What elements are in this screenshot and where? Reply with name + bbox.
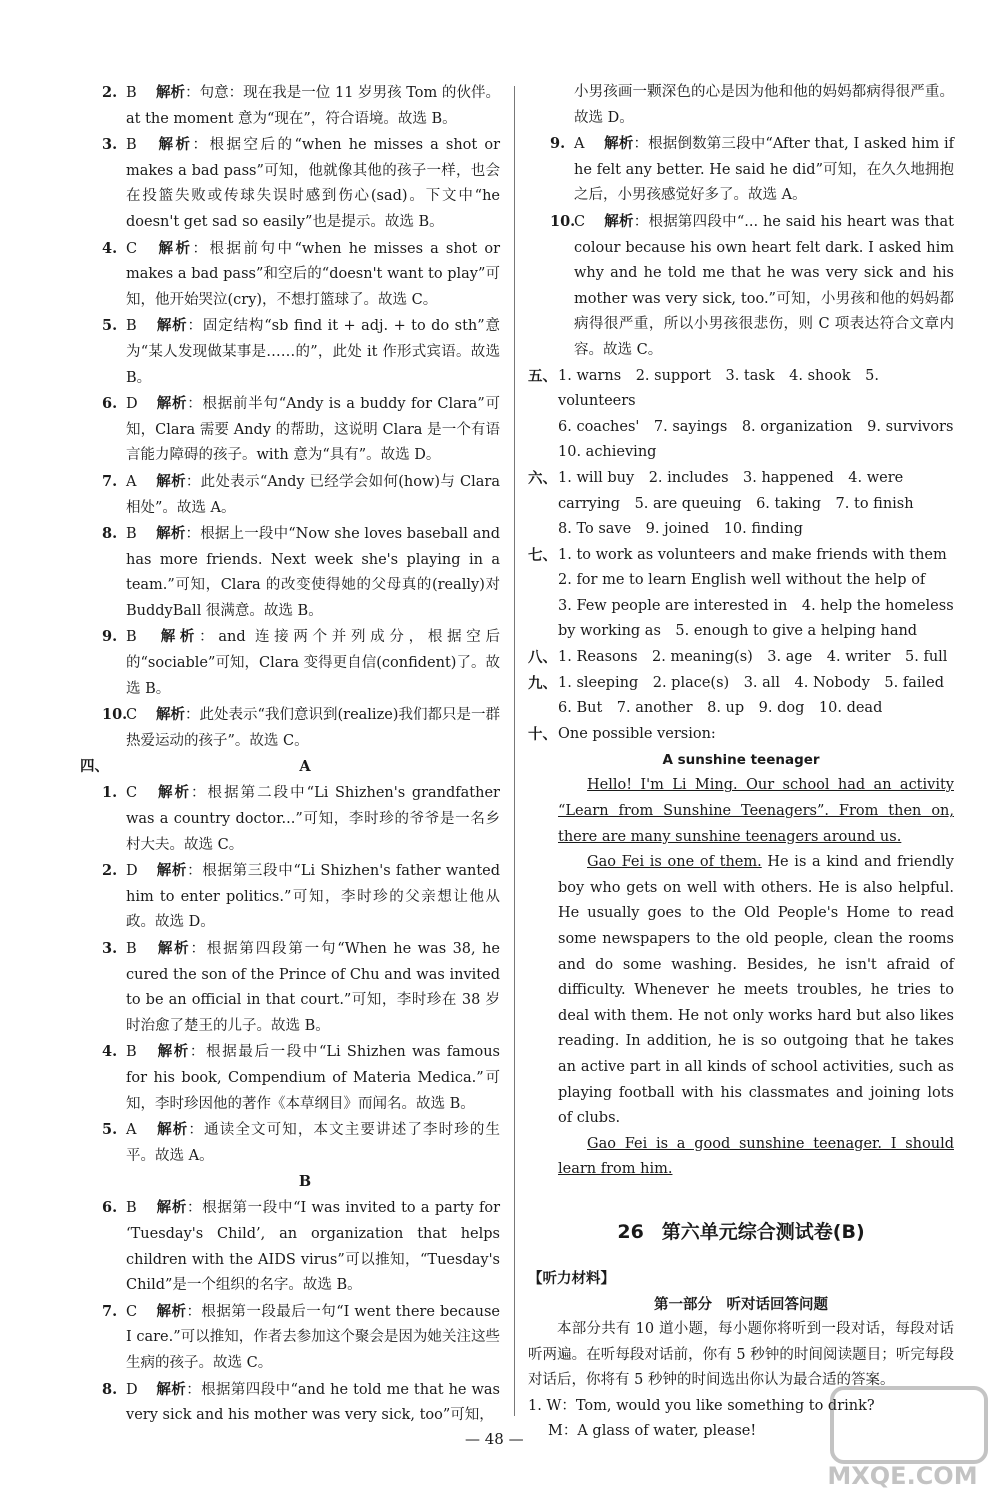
section-4-mark: 四、: [80, 758, 109, 776]
analysis-text: ：根据倒数第三段中“After that, I asked him if he felt any better. He said he did”可知，在久久地拥抱之后，小男孩感觉好多了。故选 A。: [574, 136, 955, 204]
analysis-text: ：根据第一段最后一句“I went there because I care.”可以推知，作者去参加这个聚会是因为她关注这些生病的孩子。故选 C。: [126, 1303, 501, 1371]
analysis-text: ：根据前句中“when he misses a shot or makes a bad pass”和空后的“doesn't want to play”可知，他开始哭泣(cry)，不想打篮球了。故选 C。: [126, 240, 501, 308]
analysis-text: ：根据最后一段中“Li Shizhen was famous for his book, Compendium of Materia Medica.”可知，李时珍因他的著作《本草纲目》而闻名。故选 B。: [126, 1044, 501, 1112]
answer-list-right: [528, 131, 954, 363]
section-9: [528, 671, 954, 722]
analysis-text: ：句意：现在我是一位 11 岁男孩 Tom 的伙伴。at the moment 意为“现在”，符合语境。故选 B。: [126, 85, 500, 127]
analysis-label: 解析: [156, 84, 186, 101]
section-7-line: 1. to work as volunteers and make friends with them: [558, 546, 947, 563]
answer-choice: B: [126, 85, 137, 101]
analysis-label: 解析: [156, 628, 200, 646]
answer-8-continued: 小男孩画一颗深色的心是因为他和他的妈妈都病得很严重。故选 D。: [574, 84, 954, 126]
answer-choice: C: [126, 707, 138, 724]
answer-choice: B: [126, 1200, 137, 1217]
answer-choice: C: [574, 213, 586, 230]
answer-number: 10.: [550, 212, 576, 230]
section-5: [528, 364, 954, 466]
answer-number: 2.: [102, 84, 118, 101]
analysis-label: 解析: [156, 1302, 187, 1320]
answer-item: [80, 624, 500, 702]
section-4: [80, 754, 500, 780]
section-6: [528, 466, 954, 543]
section-4-subhead-b: B: [298, 1173, 312, 1191]
analysis-text: ：根据第四段中“... he said his heart was that colour because his own heart felt dark. I asked him why and he told me that he was very sick and his mother was very sick, too.”可知，小男孩和他的妈妈都病得很严重，所以小男孩很悲伤，则 C 项表达符合文章内容。故选 C。: [574, 213, 954, 358]
answer-number: 1.: [102, 784, 118, 802]
answer-list-3: [80, 80, 500, 754]
answer-number: 2.: [102, 862, 118, 880]
section-9-line: 6. But 7. another 8. up 9. dog 10. dead: [558, 700, 883, 717]
section-8-line: 1. Reasons 2. meaning(s) 3. age 4. writer 5. full: [558, 649, 948, 666]
analysis-label: 解析: [604, 135, 634, 153]
section-9-line: 1. sleeping 2. place(s) 3. all 4. Nobody 5. failed: [558, 674, 944, 691]
section-6-mark: 六、: [528, 469, 557, 487]
section-7-line: by working as 5. enough to give a helping hand: [558, 623, 918, 640]
watermark-logo-icon: [830, 1386, 988, 1464]
answer-number: 4.: [102, 239, 118, 257]
answer-choice: D: [126, 396, 138, 413]
analysis-text: ：根据上一段中“Now she loves baseball and has more friends. Next week she's playing in a team.”可知，Clara 的改变使得她的父母真的(really)对 BuddyBall 很满意。故选 B。: [126, 526, 500, 619]
right-column: [528, 80, 954, 1445]
essay-paragraph-1: [528, 773, 954, 850]
analysis-text: ：固定结构“sb find it + adj. + to do sth”意为“某人发现做某事是……的”，此处 it 作形式宾语。故选 B。: [126, 318, 501, 386]
answer-item: [80, 236, 500, 314]
answer-item: [80, 702, 500, 754]
answer-number: 8.: [102, 1380, 118, 1398]
answer-choice: B: [126, 137, 137, 154]
essay-p3-underlined: Gao Fei is a good sunshine teenager. I should learn from him.: [558, 1135, 954, 1178]
answer-continuation: [528, 80, 954, 131]
analysis-text: ：根据第二段中“Li Shizhen's grandfather was a country doctor...”可知，李时珍的爷爷是一名乡村大夫。故选 C。: [126, 785, 500, 853]
answer-number: 3.: [102, 940, 118, 957]
analysis-text: ：根据前半句“Andy is a buddy for Clara”可知，Clara 需要 Andy 的帮助，这说明 Clara 是一个有语言能力障碍的孩子。with 意为“具有”。故选 D。: [126, 396, 500, 464]
analysis-label: 解析: [156, 784, 192, 802]
answer-list-4a: [80, 780, 500, 1169]
answer-item: [80, 780, 500, 858]
analysis-label: 解析: [156, 136, 193, 154]
section-6-line: carrying 5. are queuing 6. taking 7. to finish: [558, 495, 914, 512]
answer-item: [80, 80, 500, 132]
analysis-label: 解析: [156, 472, 186, 490]
essay-p2-underlined: Gao Fei is one of them.: [587, 854, 762, 871]
section-5-mark: 五、: [528, 367, 557, 385]
section-5-line: 6. coaches' 7. sayings 8. organization 9. survivors: [558, 418, 954, 435]
section-5-line: 10. achieving: [558, 444, 657, 461]
analysis-label: 解析: [156, 1121, 189, 1139]
unit-title: [528, 1217, 954, 1244]
answer-choice: D: [126, 863, 138, 880]
answer-item: [80, 1195, 500, 1298]
part-1-description: 本部分共有 10 道小题，每小题你将听到一段对话，每段对话听两遍。在听每段对话前，你有 5 秒钟的时间阅读题目；听完每段对话后，你将有 5 秒钟的时间选出你认为最合适的答案。: [528, 1320, 954, 1389]
section-7-mark: 七、: [528, 546, 557, 564]
answer-number: 10.: [102, 706, 128, 724]
answer-item: [80, 1117, 500, 1169]
page-number: — 48 —: [465, 1430, 524, 1448]
answer-item: [528, 131, 954, 209]
section-7-line: 3. Few people are interested in 4. help the homeless: [558, 597, 954, 614]
essay-p1-underlined: Hello! I'm Li Ming. Our school had an activity “Learn from Sunshine Teenagers”. From then on, there are many sunshine teenagers around us.: [558, 777, 954, 845]
analysis-text: ：根据第四段第一句“When he was 38, he cured the son of the Prince of Chu and was invited to be an official in that court.”可知，李时珍在 38 岁时治愈了楚王的儿子。故选 B。: [126, 941, 500, 1034]
answer-number: 5.: [102, 1121, 118, 1139]
analysis-label: 解析: [156, 317, 188, 335]
left-column: [80, 80, 500, 1429]
answer-number: 9.: [102, 628, 118, 646]
analysis-text: ：通读全文可知，本文主要讲述了李时珍的生平。故选 A。: [126, 1122, 501, 1164]
answer-choice: B: [126, 318, 137, 335]
answer-number: 6.: [102, 1199, 118, 1217]
answer-number: 5.: [102, 317, 118, 335]
answer-number: 4.: [102, 1043, 118, 1061]
dialogue-line: 1. W：Tom, would you like something to drink?: [528, 1397, 875, 1414]
answer-choice: B: [126, 941, 137, 957]
answer-number: 6.: [102, 395, 118, 413]
essay-title: A sunshine teenager: [662, 752, 820, 769]
answer-choice: B: [126, 526, 137, 543]
part-1-heading: 第一部分 听对话回答问题: [654, 1295, 828, 1313]
answer-item: [80, 858, 500, 936]
answer-item: [80, 313, 500, 391]
analysis-label: 解析: [604, 212, 634, 230]
column-divider: [514, 86, 515, 1416]
answer-item: [80, 132, 500, 235]
answer-item: [528, 209, 954, 364]
answer-item: [80, 936, 500, 1039]
answer-choice: A: [574, 136, 585, 153]
answer-item: [80, 521, 500, 624]
section-7: [528, 543, 954, 645]
answer-choice: C: [126, 1303, 138, 1320]
section-8: [528, 645, 954, 671]
answer-number: 9.: [550, 135, 566, 153]
section-5-line: 1. warns 2. support 3. task 4. shook 5. volunteers: [558, 367, 879, 410]
essay-p2-body: He is a kind and friendly boy who gets on well with others. He is also helpful. He usually goes to the Old People's Home to read some newspapers to the old people, clean the rooms and do some washing. Besides, he isn't afraid of difficulty. Whenever he meets troubles, he tries to deal with them. He not only works hard but also likes reading. In addition, he is so outgoing that he takes an active part in all kinds of school activities, such as playing football with his classmates and joining lots of clubs.: [558, 854, 954, 1127]
analysis-label: 解析: [156, 1380, 187, 1398]
section-7-line: 2. for me to learn English well without the help of: [558, 572, 926, 589]
answer-choice: A: [126, 1122, 137, 1139]
answer-choice: D: [126, 1381, 138, 1398]
dialogue-line: M：A glass of water, please!: [548, 1423, 757, 1440]
unit-number: 26: [617, 1220, 644, 1243]
analysis-label: 解析: [156, 940, 191, 957]
essay-paragraph-2: [528, 850, 954, 1132]
section-6-line: 8. To save 9. joined 10. finding: [558, 521, 803, 538]
answer-choice: C: [126, 240, 138, 257]
analysis-label: 解析: [156, 1043, 190, 1061]
answer-number: 7.: [102, 1302, 118, 1320]
answer-item: [80, 1299, 500, 1377]
answer-choice: B: [126, 1044, 137, 1061]
listening-tag: 【听力材料】: [528, 1269, 615, 1287]
answer-choice: C: [126, 785, 138, 802]
answer-item: [80, 391, 500, 469]
analysis-text: ：根据第三段中“Li Shizhen's father wanted him to enter politics.”可知，李时珍的父亲想让他从政。故选 D。: [126, 863, 501, 931]
analysis-label: 解析: [156, 239, 193, 257]
answer-item: [80, 1039, 500, 1117]
section-8-mark: 八、: [528, 649, 557, 667]
section-9-mark: 九、: [528, 674, 557, 692]
analysis-text: ：根据第四段中“and he told me that he was very sick and his mother was very sick, too”可知，: [126, 1381, 500, 1424]
watermark-text: MXQE.COM: [827, 1462, 978, 1490]
analysis-label: 解析: [156, 525, 186, 543]
section-10: [528, 722, 954, 748]
analysis-text: ：此处表示“我们意识到(realize)我们都只是一群热爱运动的孩子”。故选 C。: [126, 707, 500, 749]
answer-number: 7.: [102, 472, 118, 490]
analysis-label: 解析: [156, 706, 186, 724]
answer-item: [80, 469, 500, 521]
essay-paragraph-3: [528, 1132, 954, 1183]
unit-title-text: 第六单元综合测试卷(B): [661, 1220, 865, 1243]
analysis-label: 解析: [156, 1199, 187, 1217]
section-6-line: 1. will buy 2. includes 3. happened 4. were: [558, 469, 904, 486]
answer-choice: A: [126, 473, 137, 490]
answer-number: 8.: [102, 525, 118, 543]
answer-item: [80, 1377, 500, 1429]
analysis-label: 解析: [156, 862, 188, 880]
analysis-text: ：此处表示“Andy 已经学会如何(how)与 Clara 相处”。故选 A。: [126, 473, 500, 516]
analysis-text: ：and 连接两个并列成分，根据空后的“sociable”可知，Clara 变得更自信(confident)了。故选 B。: [126, 629, 500, 697]
watermark: [820, 1380, 985, 1490]
analysis-text: ：根据空后的“when he misses a shot or makes a bad pass”可知，他就像其他的孩子一样，也会在投篮失败或传球失误时感到伤心(sad)。下文中“he doesn't get sad so easily”也是提示。故选 B。: [126, 137, 501, 230]
analysis-label: 解析: [156, 395, 188, 413]
section-10-mark: 十、: [528, 725, 557, 743]
answer-choice: B: [126, 629, 137, 646]
section-4-subhead-a: A: [299, 758, 311, 776]
analysis-text: ：根据第一段中“I was invited to a party for ‘Tuesday's Child’, an organization that helps children with the AIDS virus”可以推知，“Tuesday's Child”是一个组织的名字。故选 B。: [126, 1200, 501, 1294]
section-10-line: One possible version:: [558, 725, 716, 742]
answer-number: 3.: [102, 136, 118, 154]
answer-list-4b: [80, 1195, 500, 1428]
